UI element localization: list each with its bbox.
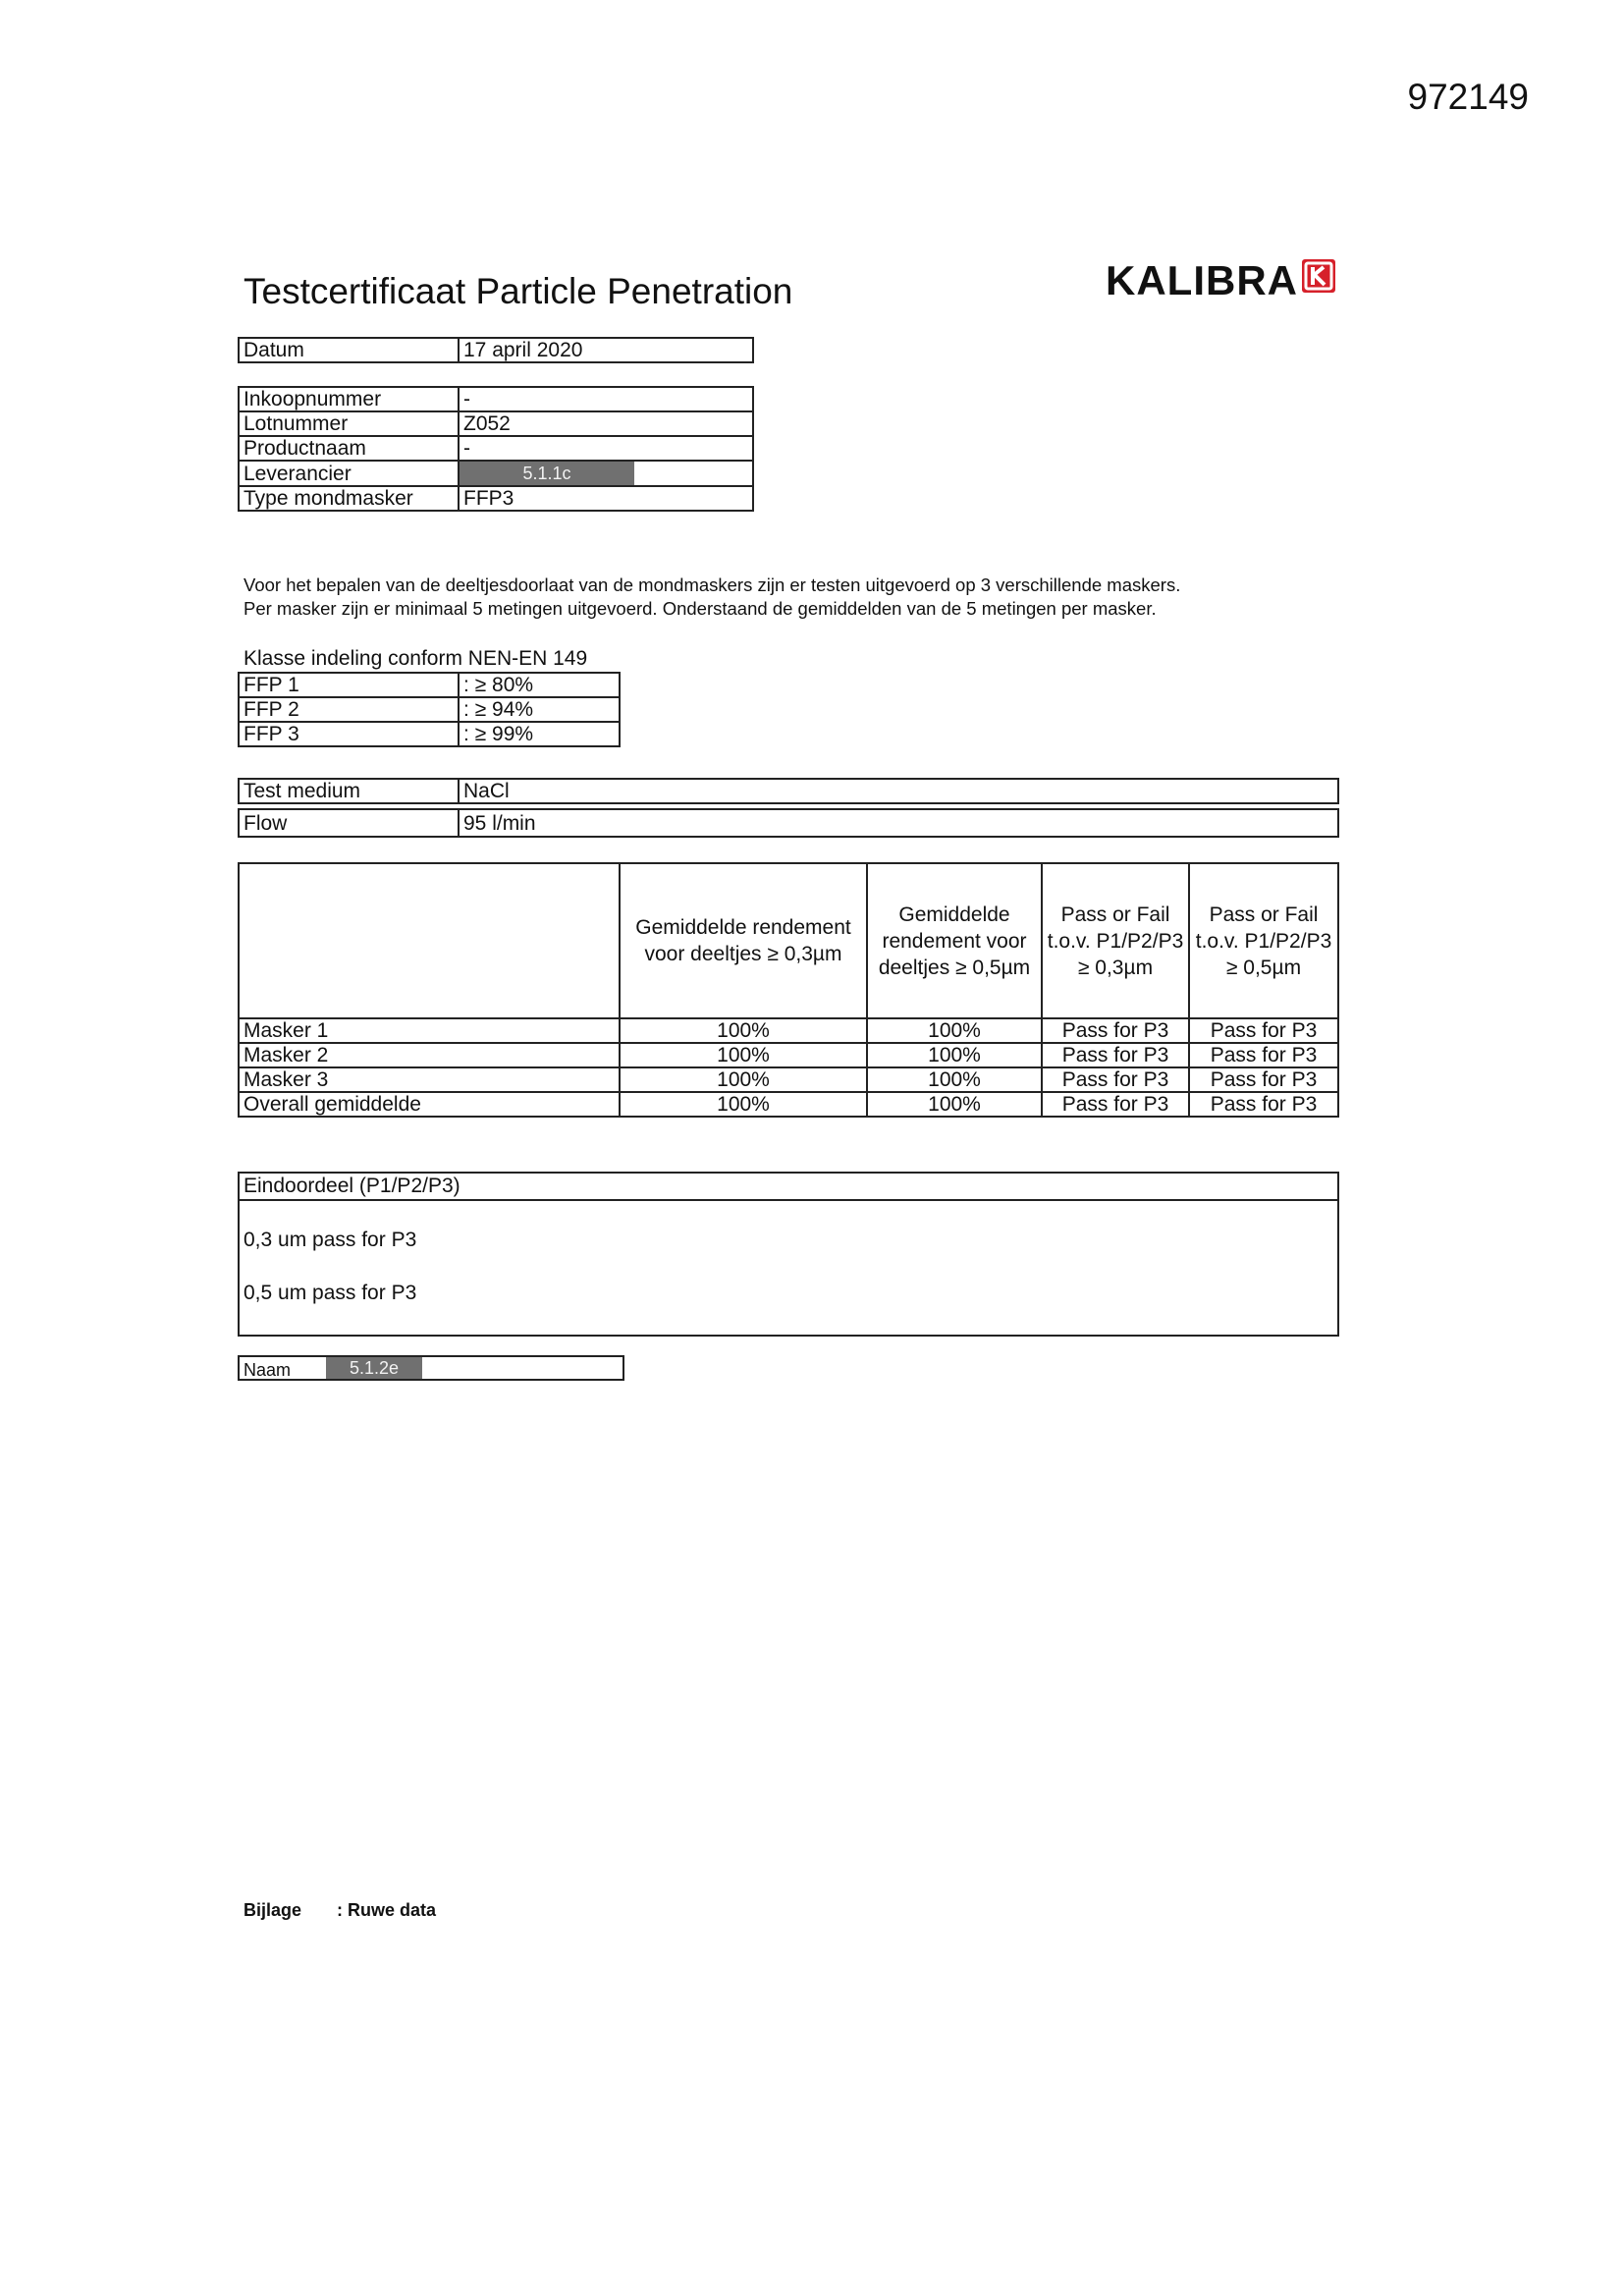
klasse-table [238,672,621,747]
results-cell: Pass for P3 [1042,1018,1189,1043]
results-header: Pass or Fail t.o.v. P1/P2/P3 ≥ 0,3µm [1042,863,1189,1018]
results-cell: Pass for P3 [1189,1092,1338,1117]
naam-box [238,1355,624,1381]
logo-text: KALIBRA [1106,257,1298,303]
results-table [238,862,1339,1118]
kalibra-logo [1106,253,1335,308]
intro-line: Per masker zijn er minimaal 5 metingen uitgevoerd. Onderstaand de gemiddelden van de 5 metingen per masker. [244,598,1157,619]
flow-table [238,808,1339,838]
product-label: Inkoopnummer [239,387,459,411]
product-label: Productnaam [239,436,459,461]
klasse-value: : ≥ 80% [459,673,620,697]
datum-table [238,337,754,363]
redacted-naam: 5.1.2e [326,1357,422,1379]
klasse-value: : ≥ 94% [459,697,620,722]
bijlage-line [244,1900,436,1921]
product-table [238,386,754,512]
eindoordeel-line: 0,3 um pass for P3 [244,1229,417,1251]
results-header-empty [239,863,620,1018]
page-title: Testcertificaat Particle Penetration [244,271,793,311]
results-cell: 100% [620,1018,867,1043]
results-header: Gemiddelde rendement voor deeltjes ≥ 0,3µm [620,863,867,1018]
results-header: Gemiddelde rendement voor deeltjes ≥ 0,5µm [867,863,1042,1018]
table-row [239,387,753,411]
product-label: Type mondmasker [239,486,459,511]
klasse-label: FFP 1 [239,673,459,697]
table-row [239,461,753,486]
results-cell: Pass for P3 [1042,1092,1189,1117]
results-cell: Pass for P3 [1189,1018,1338,1043]
results-cell: Masker 2 [239,1043,620,1067]
logo-mark-icon [1302,259,1335,293]
table-row [239,809,1338,837]
test-medium-label: Test medium [239,779,459,803]
document-number: 972149 [1407,77,1529,117]
results-cell: 100% [867,1018,1042,1043]
naam-label: Naam [244,1360,292,1380]
table-row [239,436,753,461]
results-cell: Pass for P3 [1189,1043,1338,1067]
results-cell: 100% [867,1067,1042,1092]
klasse-label: FFP 3 [239,722,459,746]
product-value: - [459,436,753,461]
intro-line: Voor het bepalen van de deeltjesdoorlaat van de mondmaskers zijn er testen uitgevoerd op 3 verschillende maskers. [244,574,1181,595]
product-value: - [459,387,753,411]
flow-label: Flow [239,809,459,837]
flow-value: 95 l/min [459,809,1338,837]
results-cell: Pass for P3 [1189,1067,1338,1092]
klasse-label: FFP 2 [239,697,459,722]
datum-label: Datum [239,338,459,362]
table-row [239,1092,1338,1117]
bijlage-label: Bijlage [244,1900,302,1920]
results-cell: Overall gemiddelde [239,1092,620,1117]
klasse-value: : ≥ 99% [459,722,620,746]
product-value: Z052 [459,411,753,436]
results-header: Pass or Fail t.o.v. P1/P2/P3 ≥ 0,5µm [1189,863,1338,1018]
results-cell: 100% [620,1043,867,1067]
redacted-leverancier: 5.1.1c [460,462,634,485]
table-row [239,338,753,362]
product-value: FFP3 [459,486,753,511]
intro-text [244,574,1180,621]
results-cell: Pass for P3 [1042,1043,1189,1067]
table-row [239,779,1338,803]
table-row [239,486,753,511]
results-cell: 100% [620,1092,867,1117]
eindoordeel-line: 0,5 um pass for P3 [244,1282,417,1304]
results-cell: Pass for P3 [1042,1067,1189,1092]
table-row [239,411,753,436]
results-header-row [239,863,1338,1018]
results-cell: Masker 3 [239,1067,620,1092]
klasse-title: Klasse indeling conform NEN-EN 149 [244,647,588,670]
test-medium-value: NaCl [459,779,1338,803]
product-label: Leverancier [239,461,459,486]
table-row [239,1043,1338,1067]
results-cell: 100% [620,1067,867,1092]
leverancier-cell [459,461,753,486]
table-row [239,1018,1338,1043]
table-row [239,1067,1338,1092]
table-row [239,673,620,697]
results-cell: 100% [867,1092,1042,1117]
eindoordeel-box [238,1172,1339,1337]
datum-value: 17 april 2020 [459,338,753,362]
test-medium-table [238,778,1339,804]
eindoordeel-header: Eindoordeel (P1/P2/P3) [240,1174,1337,1201]
results-cell: Masker 1 [239,1018,620,1043]
product-label: Lotnummer [239,411,459,436]
table-row [239,722,620,746]
table-row [239,697,620,722]
results-cell: 100% [867,1043,1042,1067]
bijlage-value: : Ruwe data [337,1900,437,1920]
